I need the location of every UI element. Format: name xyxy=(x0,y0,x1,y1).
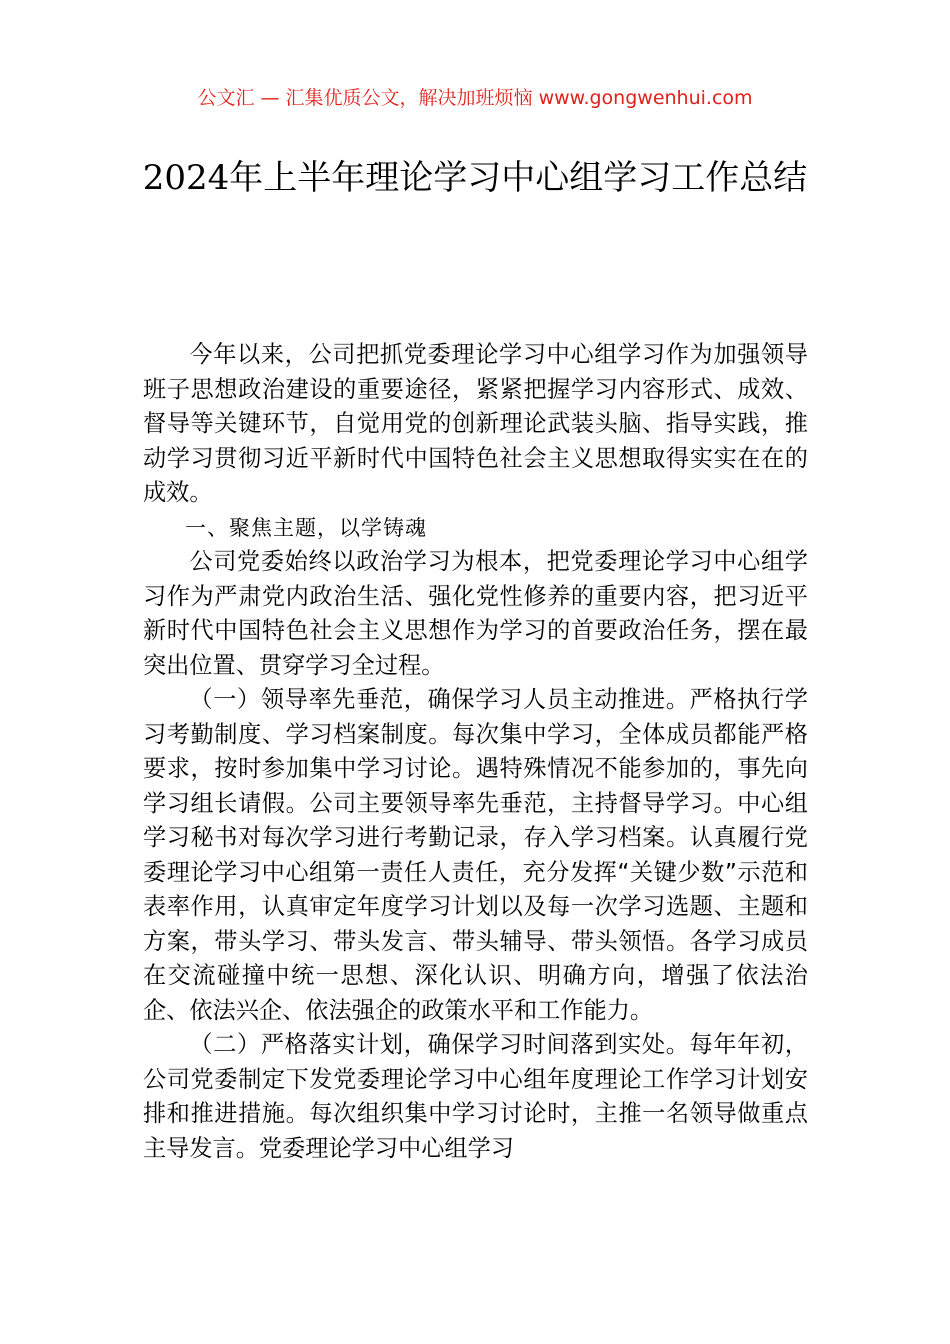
section-heading: 一、聚焦主题，以学铸魂 xyxy=(185,515,427,540)
subsection-paragraph-2: （二）严格落实计划，确保学习时间落到实处。每年年初，公司党委制定下发党委理论学习中心组年度理论工作学习计划安排和推进措施。每次组织集中学习讨论时，主推一名领导做重点主导发言。党委理论学习中心组学习 xyxy=(143,1031,808,1162)
site-header[interactable]: 公文汇 — 汇集优质公文，解决加班烦恼 www.gongwenhui.com xyxy=(197,87,753,109)
subsection-paragraph-1: （一）领导率先垂范，确保学习人员主动推进。严格执行学习考勤制度、学习档案制度。每次集中学习，全体成员都能严格要求，按时参加集中学习讨论。遇特殊情况不能参加的，事先向学习组长请假。公司主要领导率先垂范，主持督导学习。中心组学习秘书对每次学习进行考勤记录，存入学习档案。认真履行党委理论学习中心组第一责任人责任，充分发挥“关键少数”示范和表率作用，认真审定年度学习计划以及每一次学习选题、主题和方案，带头学习、带头发言、带头辅导、带头领悟。各学习成员在交流碰撞中统一思想、深化认识、明确方向，增强了依法治企、依法兴企、依法强企的政策水平和工作能力。 xyxy=(143,686,808,1024)
page-title: 2024年上半年理论学习中心组学习工作总结 xyxy=(142,158,808,198)
intro-paragraph: 今年以来，公司把抓党委理论学习中心组学习作为加强领导班子思想政治建设的重要途径，紧紧把握学习内容形式、成效、督导等关键环节，自觉用党的创新理论武装头脑、指导实践，推动学习贯彻习近平新时代中国特色社会主义思想取得实实在在的成效。 xyxy=(143,341,808,506)
document-body xyxy=(143,338,808,1166)
section-paragraph: 公司党委始终以政治学习为根本，把党委理论学习中心组学习作为严肃党内政治生活、强化党性修养的重要内容，把习近平新时代中国特色社会主义思想作为学习的首要政治任务，摆在最突出位置、贯穿学习全过程。 xyxy=(143,548,808,679)
